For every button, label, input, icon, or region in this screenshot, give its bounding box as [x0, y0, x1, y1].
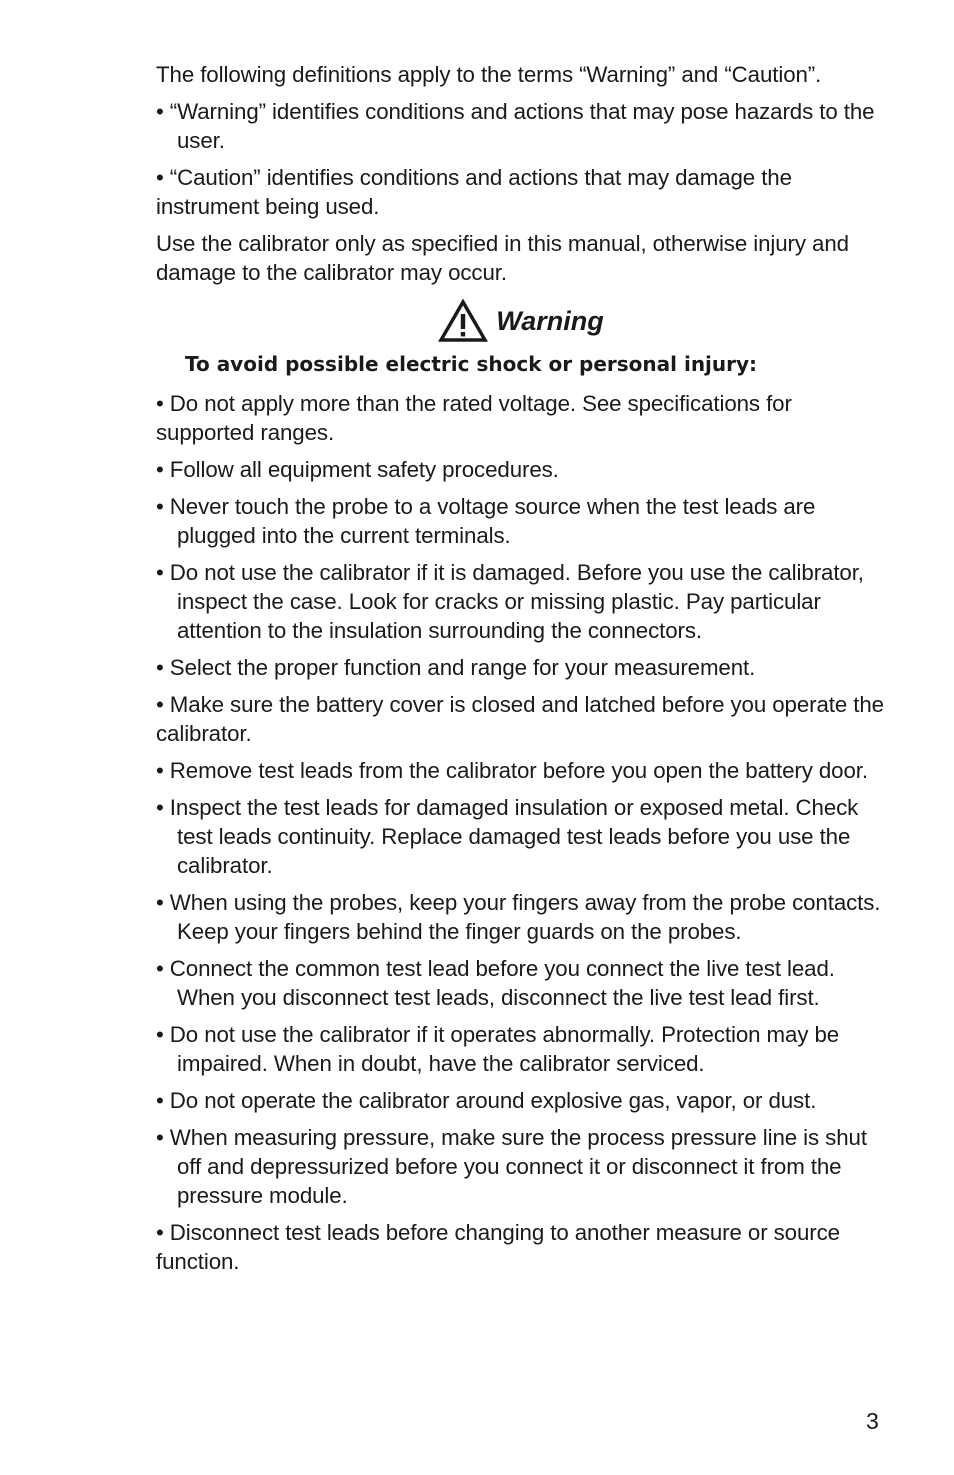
list-item: • Do not use the calibrator if it operates abnormally. Protection may be impaired. When in doubt, have the calibrator serviced. — [156, 1022, 840, 1076]
warning-title: Warning — [496, 305, 604, 336]
list-item: • When using the probes, keep your fingers away from the probe contacts. Keep your fingers behind the finger guards on the probes. — [156, 890, 881, 944]
warning-heading — [156, 297, 886, 345]
list-item: • Remove test leads from the calibrator before you open the battery door. — [156, 758, 868, 783]
list-item: • Do not use the calibrator if it is damaged. Before you use the calibrator, inspect the case. Look for cracks or missing plastic. Pay particular attention to the insulation surrounding the connectors. — [156, 560, 864, 643]
definitions-intro: The following definitions apply to the terms “Warning” and “Caution”. — [156, 62, 822, 87]
warning-definition: • “Warning” identifies conditions and actions that may pose hazards to the user. — [156, 99, 875, 153]
warning-lead: To avoid possible electric shock or personal injury: — [185, 352, 758, 376]
list-item: • Connect the common test lead before you connect the live test lead. When you disconnect test leads, disconnect the live test lead first. — [156, 956, 835, 1010]
list-item: • Never touch the probe to a voltage source when the test leads are plugged into the current terminals. — [156, 494, 816, 548]
list-item: • Do not operate the calibrator around explosive gas, vapor, or dust. — [156, 1088, 817, 1113]
list-item: • Follow all equipment safety procedures. — [156, 457, 559, 482]
list-item: • Inspect the test leads for damaged insulation or exposed metal. Check test leads continuity. Replace damaged test leads before you use the calibrator. — [156, 795, 859, 878]
list-item: • When measuring pressure, make sure the process pressure line is shut off and depressurized before you connect it or disconnect it from the pressure module. — [156, 1125, 867, 1208]
page-content — [156, 60, 886, 1284]
caution-definition: • “Caution” identifies conditions and actions that may damage the instrument being used. — [156, 165, 792, 219]
list-item: • Disconnect test leads before changing to another measure or source function. — [156, 1220, 840, 1274]
list-item: • Make sure the battery cover is closed and latched before you operate the calibrator. — [156, 692, 884, 746]
warning-triangle-icon — [438, 299, 488, 343]
usage-statement: Use the calibrator only as specified in this manual, otherwise injury and damage to the calibrator may occur. — [156, 231, 849, 285]
page-number: 3 — [866, 1408, 879, 1434]
list-item: • Do not apply more than the rated voltage. See specifications for supported ranges. — [156, 391, 792, 445]
list-item: • Select the proper function and range for your measurement. — [156, 655, 756, 680]
